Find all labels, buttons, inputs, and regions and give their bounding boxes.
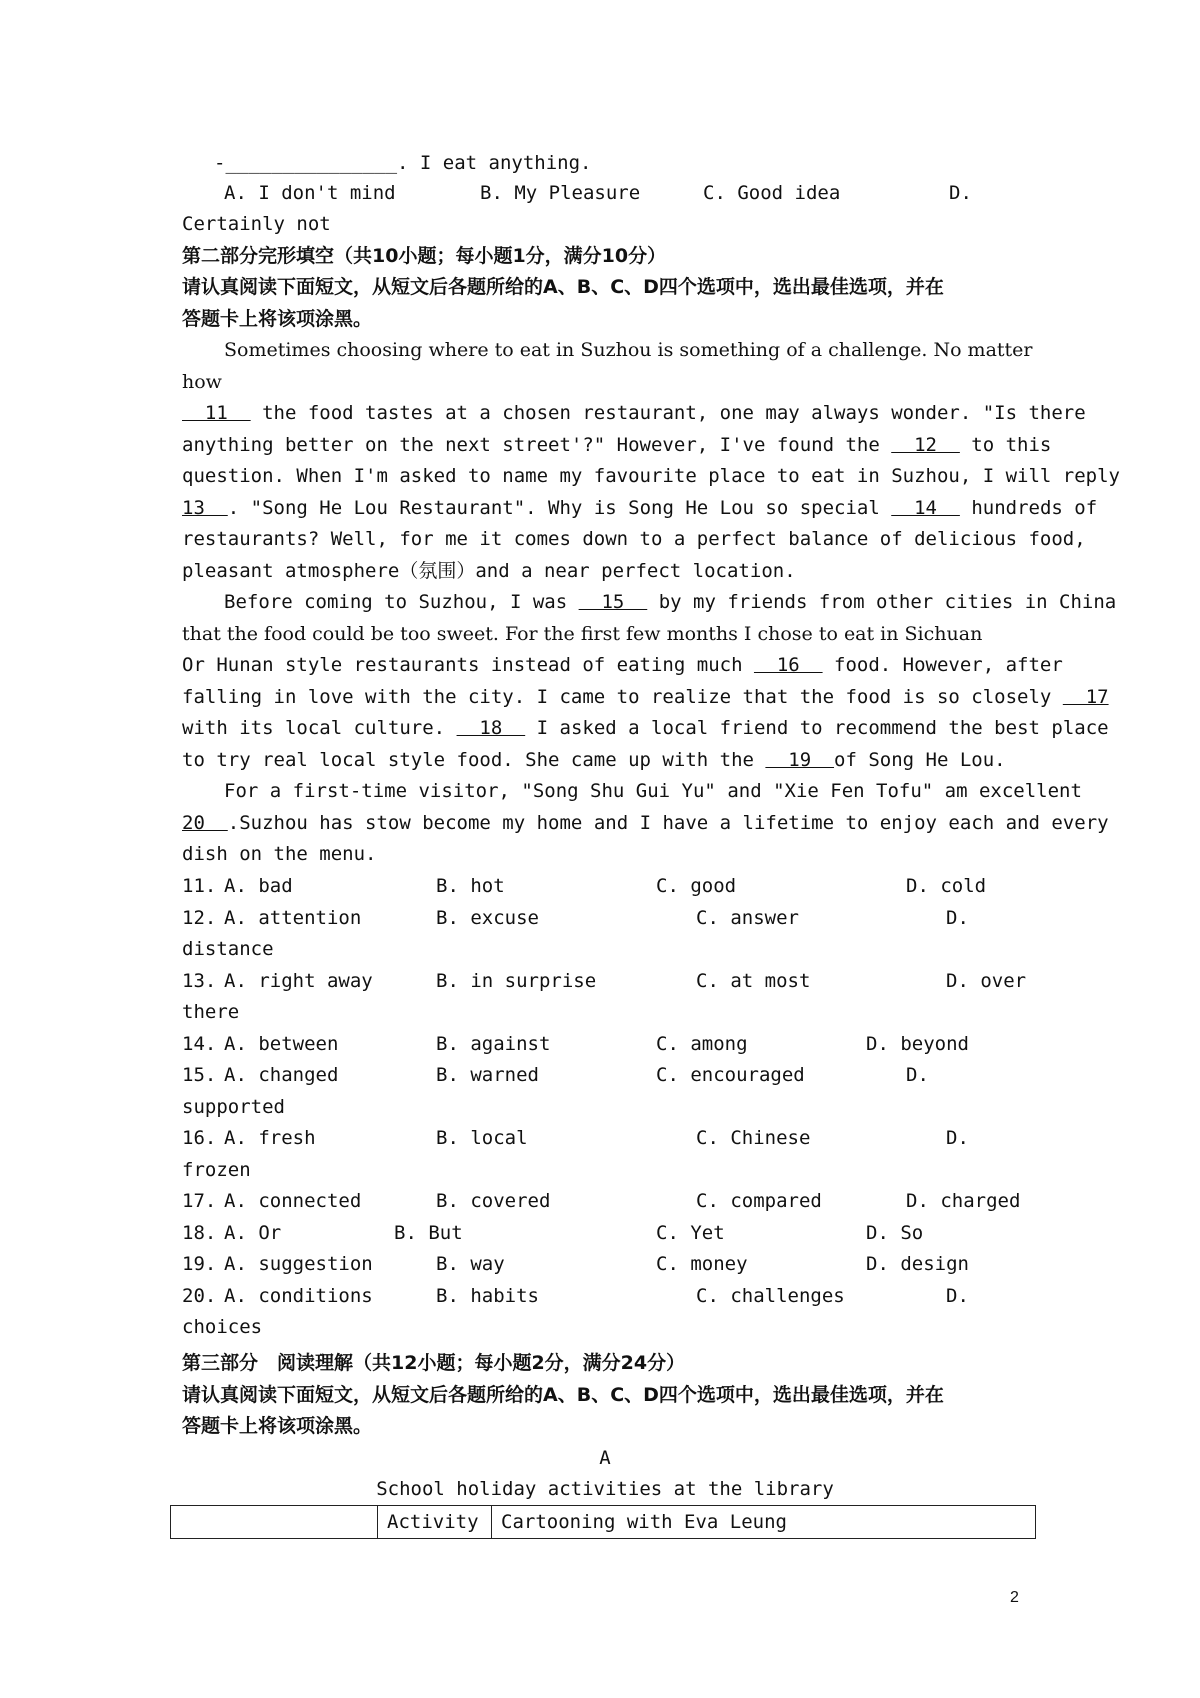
question-number: 16. [182,1127,217,1149]
option-a: A. changed [224,1064,339,1086]
passage-line: that the food could be too sweet. For the first few months I chose to eat in Sichuan [182,623,983,645]
passage-line: 13 . "Song He Lou Restaurant". Why is Song He Lou so special 14 hundreds of [182,497,1098,519]
option-a: A. fresh [224,1127,316,1149]
blank-11: 11 [182,402,251,424]
passage-line: For a first-time visitor, "Song Shu Gui Yu" and "Xie Fen Tofu" am excellent [224,780,1082,802]
question-number: 17. [182,1190,217,1212]
page-number: 2 [1010,1589,1019,1606]
option-d: D. [946,1127,969,1149]
option-a: A. I don't mind [224,182,396,204]
question-number: 19. [182,1253,217,1275]
blank-20: 20 [182,812,228,834]
option-d-wrap: Certainly not [182,213,331,235]
option-d-wrap: frozen [182,1158,251,1181]
option-d: D. over [946,969,1027,992]
option-b: B. against [436,1032,551,1055]
activities-table [170,1505,1036,1539]
blank-13: 13 [182,497,228,519]
passage-line: Or Hunan style restaurants instead of eating much 16 food. However, after [182,654,1063,676]
passage-line: 11 the food tastes at a chosen restaurant, one may always wonder. "Is there [182,402,1086,424]
option-c: C. money [656,1253,748,1275]
question-number: 20. [182,1284,217,1307]
question-number: 14. [182,1032,217,1055]
option-c: C. challenges [696,1284,845,1307]
option-d: D. [949,182,972,204]
blank-12: 12 [891,434,960,456]
blank-14: 14 [891,497,960,519]
option-c: C. Yet [656,1221,725,1244]
option-d: D. [946,1284,969,1307]
table-cell [171,1506,378,1538]
blank-17: 17 [1062,686,1109,708]
option-a: A. conditions [224,1284,373,1307]
option-b: B. warned [436,1064,539,1086]
option-b: B. excuse [436,906,539,929]
option-c: C. at most [696,969,811,992]
option-c: C. among [656,1032,748,1055]
passage-line: how [182,371,222,393]
blank-15: 15 [578,591,648,613]
option-a: A. suggestion [224,1253,373,1275]
option-d-wrap: supported [182,1095,285,1118]
passage-line: restaurants? Well, for me it comes down to a perfect balance of delicious food, [182,528,1086,550]
option-d: D. cold [906,875,987,897]
option-d: D. [946,906,969,929]
option-b: B. in surprise [436,969,597,992]
table-cell: Cartooning with Eva Leung [501,1511,787,1533]
option-d-wrap: choices [182,1316,263,1338]
option-c: C. Good idea [703,182,841,204]
option-c: C. answer [696,906,799,929]
option-a: A. connected [224,1190,362,1212]
part3-instruction: 请认真阅读下面短文，从短文后各题所给的A、B、C、D四个选项中，选出最佳选项，并在 [182,1384,944,1406]
passage-line: to try real local style food. She came up with the 19 of Song He Lou. [182,749,1006,771]
passage-line: falling in love with the city. I came to realize that the food is so closely 17 [182,686,1109,708]
passage-line: with its local culture. 18 I asked a local friend to recommend the best place [182,717,1109,739]
option-b: B. covered [436,1190,551,1212]
passage-line: Sometimes choosing where to eat in Suzhou is something of a challenge. No matter [224,339,1033,361]
option-b: B. habits [436,1284,539,1307]
question-number: 12. [182,906,217,929]
option-d: D. design [866,1253,969,1275]
option-a: A. right away [224,969,373,992]
passage-line: pleasant atmosphere（氛围）and a near perfect location. [182,560,796,582]
blank-16: 16 [753,654,823,676]
option-c: C. Chinese [696,1127,811,1149]
option-c: C. compared [696,1190,822,1212]
part2-instruction-cont: 答题卡上将该项涂黑。 [182,308,373,330]
option-b: B. My Pleasure [480,182,641,204]
option-b: B. But [394,1221,463,1244]
question-number: 11. [182,875,217,897]
option-d-wrap: distance [182,938,274,960]
part3-instruction-cont: 答题卡上将该项涂黑。 [182,1415,373,1437]
option-a: A. attention [224,906,362,929]
table-cell: Activity [378,1506,492,1538]
question-number: 15. [182,1064,217,1086]
option-c: C. good [656,875,737,897]
passage-line: question. When I'm asked to name my favourite place to eat in Suzhou, I will reply [182,465,1120,487]
part3-heading: 第三部分 阅读理解（共12小题；每小题2分，满分24分） [182,1352,686,1374]
passage-line: anything better on the next street'?" However, I've found the 12 to this [182,434,1052,456]
option-d: D. [906,1064,929,1086]
question-number: 18. [182,1221,217,1244]
question-stem: -_______________. I eat anything. [214,152,592,174]
part2-instruction: 请认真阅读下面短文，从短文后各题所给的A、B、C、D四个选项中，选出最佳选项，并在 [182,276,944,298]
option-d: D. beyond [866,1032,969,1055]
part2-heading: 第二部分完形填空（共10小题；每小题1分，满分10分） [182,245,667,267]
option-a: A. between [224,1032,339,1055]
option-d-wrap: there [182,1001,240,1023]
passage-line: dish on the menu. [182,843,377,865]
option-a: A. Or [224,1221,282,1244]
blank-18: 18 [456,717,526,739]
table-title: School holiday activities at the library [376,1478,834,1500]
option-b: B. way [436,1253,505,1275]
option-a: A. bad [224,875,293,897]
passage-line: Before coming to Suzhou, I was 15 by my friends from other cities in China [224,591,1117,613]
option-b: B. hot [436,875,505,897]
option-c: C. encouraged [656,1064,805,1086]
question-number: 13. [182,969,217,992]
passage-line: 20 .Suzhou has stow become my home and I have a lifetime to enjoy each and every [182,812,1109,834]
section-letter: A [599,1447,611,1469]
option-b: B. local [436,1127,528,1149]
blank-19: 19 [765,749,835,771]
option-d: D. So [866,1221,924,1244]
option-d: D. charged [906,1190,1021,1212]
